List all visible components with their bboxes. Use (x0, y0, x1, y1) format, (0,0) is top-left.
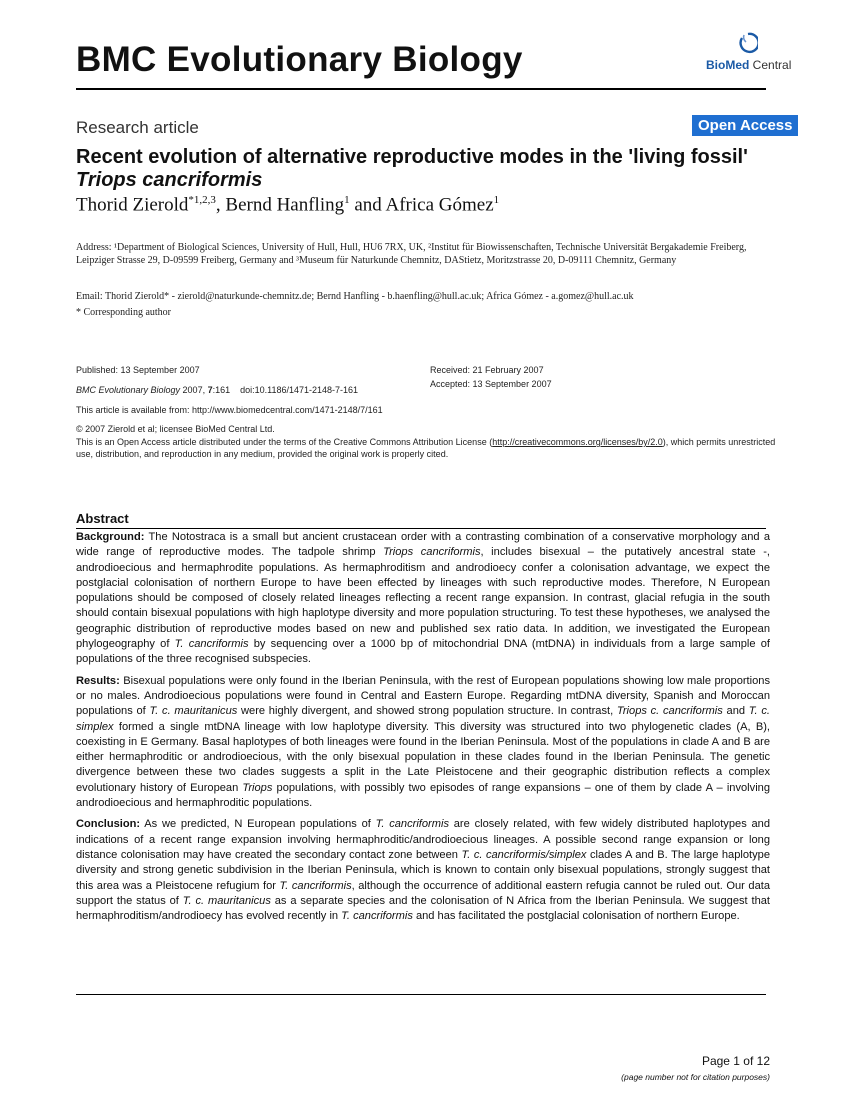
license-link[interactable]: http://creativecommons.org/licenses/by/2.0 (492, 437, 663, 447)
article-type: Research article (76, 118, 199, 137)
accepted-date: Accepted: 13 September 2007 (430, 379, 552, 389)
page-note: (page number not for citation purposes) (621, 1072, 770, 1082)
biomed-central-logo[interactable] (706, 30, 792, 76)
license-text: This is an Open Access article distributed under the terms of the Creative Commons Attribution License (http://creativecommons.org/licenses/by/2.0), which permits unrestricted use, distribution, and reproduction in any medium, provided the original work is properly cited. (76, 437, 776, 459)
received-date: Received: 21 February 2007 (430, 365, 544, 375)
abstract-background: Background: The Notostraca is a small but ancient crustacean order with a contrasting combination of a conservative morphology and a wide range of reproductive modes. The tadpole shrimp Triops cancriformis, includes bisexual – the putatively ancestral state -, androdioecious and hermaphrodite populations. As hermaphroditism and androdioecy confer a colonisation advantage, we expect the postglacial colonisation of northern Europe to have been effected by lineages with such reproductive modes. Therefore, N European populations should be composed of closely related lineages reflecting a recent range expansion. In contrast, glacial refugia in the south should contain bisexual populations with high haplotype diversity and more population structuring. To test these hypotheses, we analysed the geographic distribution of reproductive modes based on new and published sex ratio data. In addition, we investigated the European phylogeography of T. cancriformis by sequencing over a 1000 bp of mitochondrial DNA (mtDNA) in individuals from a large sample of populations of the three recognised subspecies. (76, 531, 771, 666)
open-access-badge: Open Access (692, 115, 798, 136)
journal-title: BMC Evolutionary Biology (76, 40, 523, 79)
abstract-results: Results: Bisexual populations were only found in the Iberian Peninsula, with the rest of European populations showing low male proportions or no males. Androdioecious populations were found in Central and Eastern Europe. Regarding mtDNA diversity, Spanish and Moroccan populations of T. c. mauritanicus were highly divergent, and showed strong population structure. In contrast, Triops c. cancriformis and T. c. simplex formed a single mtDNA lineage with low haplotype diversity. This diversity was structured into two phylogenetic clades (A, B), coexisting in E Germany. Basal haplotypes of both lineages were found in the Iberian Peninsula. Most of the populations in clade A and B are either hermaphroditic or androdioecious, with the only bisexual population in these clades found in the Iberian Peninsula. The genetic divergence between these two clades suggests a split in the Late Pleistocene and their geographic distribution reflects a complex evolutionary history of European Triops populations, with possibly two episodes of range expansions – one of them by clade A – involving androdioecious and hermaphroditic populations. (76, 674, 770, 810)
abstract-bottom-rule (76, 994, 766, 995)
citation: BMC Evolutionary Biology 2007, 7:161 doi:10.1186/1471-2148-7-161 (76, 385, 359, 395)
abstract-body (76, 530, 770, 930)
abstract-top-rule (76, 528, 766, 529)
affiliations: Address: ¹Department of Biological Sciences, University of Hull, Hull, HU6 7RX, UK, ²Institut für Biowissenschaften, Technische Universität Bergakademie Freiberg, Leipziger Strasse 29, D-09599 Freiberg, Germany and ³Museum für Naturkunde Chemnitz, DAStietz, Moritzstrasse 20, D-09111 Chemnitz, Germany (76, 242, 747, 266)
copyright: © 2007 Zierold et al; licensee BioMed Central Ltd. (76, 424, 275, 434)
biomed-logo-icon (738, 32, 758, 54)
header-rule (76, 88, 766, 90)
published-date: Published: 13 September 2007 (76, 365, 200, 375)
logo-text: BioMed Central (706, 58, 792, 72)
article-url[interactable]: This article is available from: http://www.biomedcentral.com/1471-2148/7/161 (76, 405, 383, 415)
emails[interactable]: Email: Thorid Zierold* - zierold@naturkunde-chemnitz.de; Bernd Hanfling - b.haenfling@hull.ac.uk; Africa Gómez - a.gomez@hull.ac.uk (76, 291, 634, 302)
authors: Thorid Zierold$^{*1,2,3}$, Bernd Hanfling$^1$ and Africa Gómez$^1$ (76, 194, 500, 216)
article-title: Recent evolution of alternative reproductive modes in the 'living fossil' Triops cancriformis (76, 146, 748, 191)
corresponding-author: * Corresponding author (76, 307, 171, 318)
abstract-conclusion: Conclusion: As we predicted, N European populations of T. cancriformis are closely related, with few widely distributed haplotypes and indications of a recent range expansion involving hermaphroditic/androdioecious lineages. A possible second range expansion or long distance colonisation may have created the secondary contact zone between T. c. cancriformis/simplex clades A and B. The large haplotype diversity and strong genetic subdivision in the Iberian Peninsula, which is known to contain only bisexual populations, strongly suggest that this area was a Pleistocene refugium for T. cancriformis, although the occurrence of additional eastern refugia cannot be ruled out. Our data support the status of T. c. mauritanicus as a separate species and the colonisation of N Africa from the Iberian Peninsula. We suggest that hermaphroditism/androdioecy has evolved recently in T. cancriformis and has facilitated the postglacial colonisation of northern Europe. (76, 818, 771, 923)
page-number: Page 1 of 12 (701, 1054, 770, 1068)
abstract-heading: Abstract (76, 511, 129, 526)
